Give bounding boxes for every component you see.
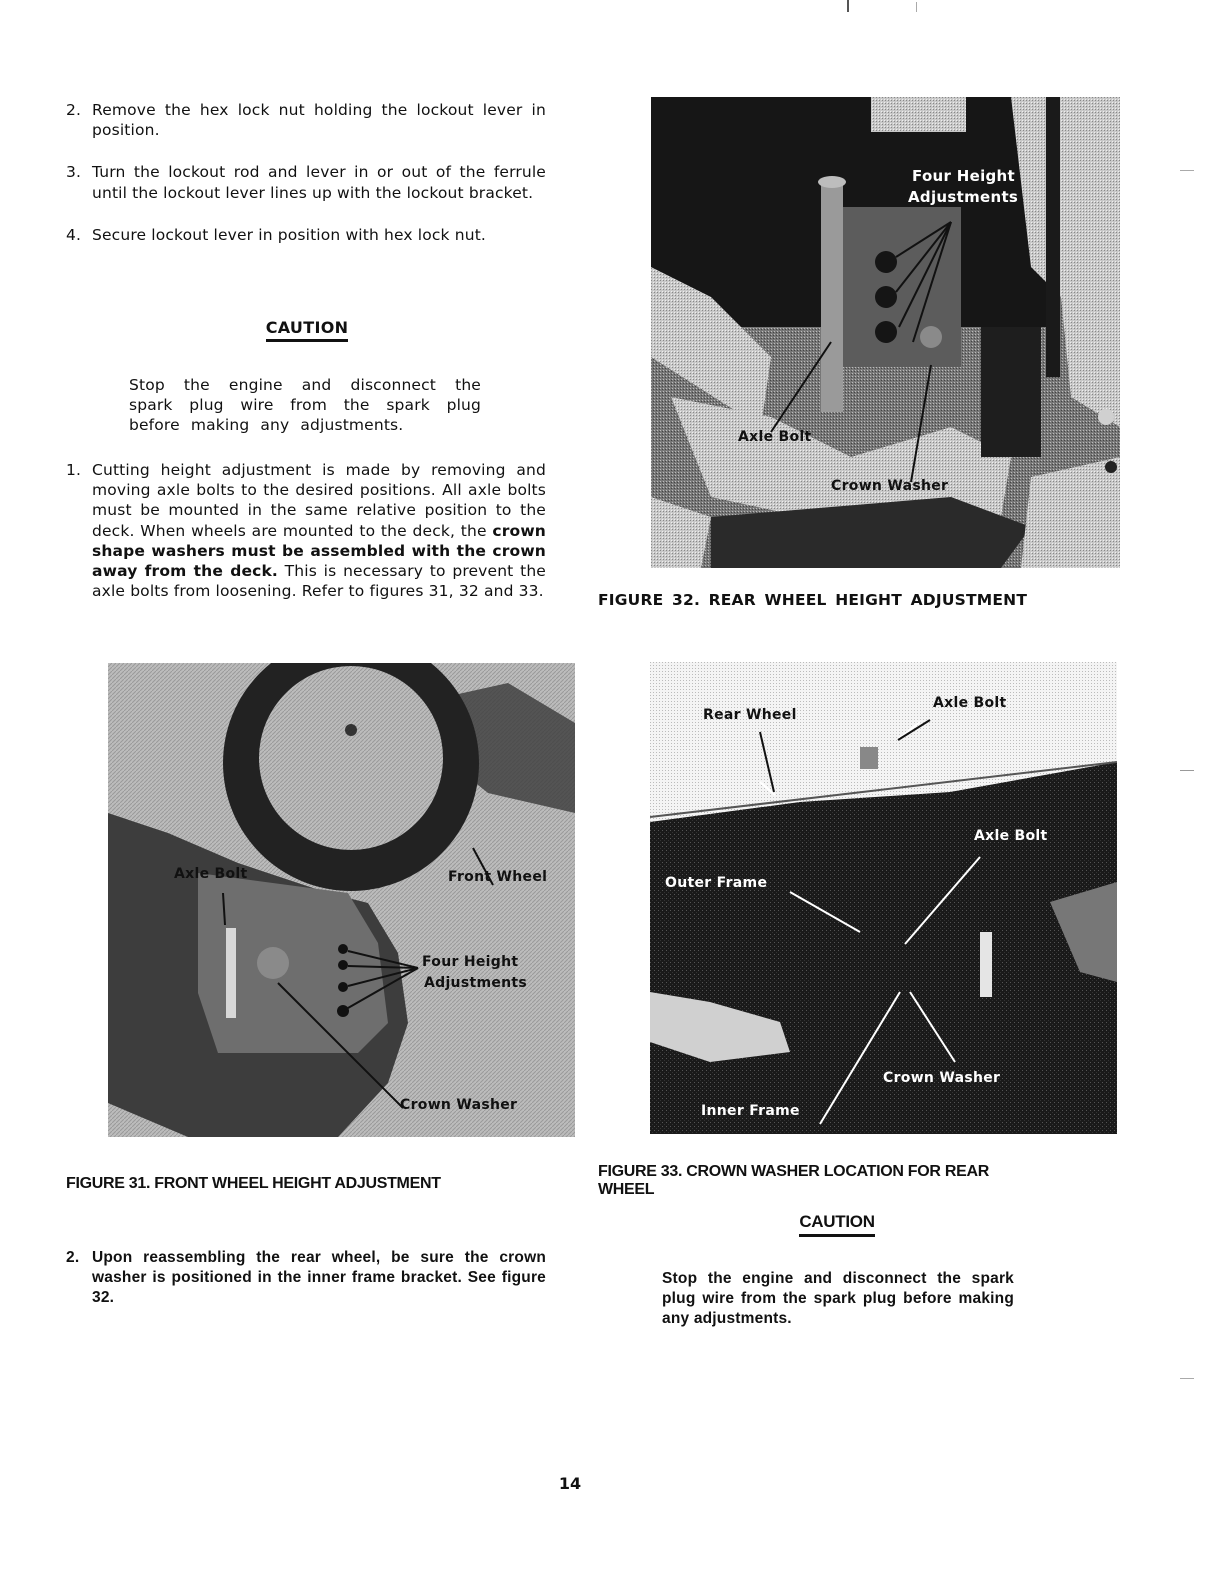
label-crown-washer: Crown Washer (400, 1097, 518, 1113)
step-4-secure-lever (66, 225, 546, 245)
step-text: Upon reassembling the rear wheel, be sure the crown washer is positioned in the inner frame bracket. See figure 32. (92, 1249, 546, 1306)
page-number: 14 (558, 1474, 582, 1493)
label-four-height: Four Height (422, 954, 519, 970)
label-crown-washer: Crown Washer (883, 1070, 1001, 1086)
caution-heading (207, 318, 407, 342)
label-adjustments: Adjustments (424, 975, 528, 991)
label-outer-frame: Outer Frame (665, 875, 768, 891)
step-1-cutting-height (66, 460, 546, 601)
figure-33-caption-line2: WHEEL (598, 1181, 655, 1198)
label-four-height: Four Height (912, 167, 1015, 185)
label-adjustments: Adjustments (908, 188, 1019, 206)
step-text-emphasis: crown shape washers must be assembled with the crown away from the deck. (92, 521, 546, 581)
step-3-turn-rod (66, 162, 546, 202)
label-axle-bolt: Axle Bolt (174, 866, 248, 882)
caution-heading-right (787, 1213, 887, 1237)
rear-wheel-photo-illustration (651, 97, 1120, 568)
step-number: 2. (66, 101, 82, 119)
front-wheel-photo-illustration (108, 663, 575, 1137)
label-inner-frame: Inner Frame (701, 1103, 800, 1119)
caution-title: CAUTION (266, 318, 349, 342)
label-axle-bolt-top: Axle Bolt (933, 695, 1007, 711)
figure-31-caption: FIGURE 31. FRONT WHEEL HEIGHT ADJUSTMENT (66, 1175, 441, 1192)
figure-33-photo (650, 662, 1117, 1134)
label-rear-wheel: Rear Wheel (703, 707, 797, 723)
figure-32-photo (651, 97, 1120, 568)
step-number: 3. (66, 163, 82, 182)
step-number: 2. (66, 1249, 80, 1266)
figure-33-caption-line1: FIGURE 33. CROWN WASHER LOCATION FOR REAR (598, 1163, 989, 1180)
scan-mark (1180, 770, 1194, 771)
caution-text-right: Stop the engine and disconnect the spark plug wire from the spark plug before making any adjustments. (662, 1270, 1014, 1327)
step-number: 4. (66, 225, 82, 244)
step-text: This is necessary to prevent the axle bolts from loosening. Refer to figures 31, 32 and 33. (92, 562, 546, 601)
label-axle-bolt-mid: Axle Bolt (974, 828, 1048, 844)
figure-32-caption: FIGURE 32. REAR WHEEL HEIGHT ADJUSTMENT (598, 591, 1028, 609)
step-text: Secure lockout lever in position with hex lock nut. (92, 225, 487, 244)
step-number: 1. (66, 461, 82, 479)
step-text: Cutting height adjustment is made by removing and moving axle bolts to the desired positions. All axle bolts must be mounted in the same relative position to the deck. When wheels are mounted to the deck, the (92, 461, 546, 540)
caution-title: CAUTION (799, 1213, 874, 1237)
scan-mark (1180, 1378, 1194, 1379)
step-2-reassemble (66, 1248, 546, 1308)
crown-washer-photo-illustration (650, 662, 1117, 1134)
scan-mark (1180, 170, 1194, 171)
label-front-wheel: Front Wheel (448, 869, 548, 885)
label-axle-bolt: Axle Bolt (738, 429, 812, 445)
figure-31-photo (108, 663, 575, 1137)
scan-mark (847, 0, 849, 12)
label-crown-washer: Crown Washer (831, 478, 949, 494)
caution-text: Stop the engine and disconnect the spark plug wire from the spark plug before making any adjustments. (129, 376, 481, 435)
scan-mark (916, 2, 917, 12)
steps-top (66, 100, 546, 245)
figure-33-caption (598, 1163, 1098, 1199)
step-text: Turn the lockout rod and lever in or out of the ferrule until the lockout lever lines up with the lockout bracket. (92, 163, 546, 202)
step-2-remove-nut (66, 100, 546, 140)
step-text: Remove the hex lock nut holding the lockout lever in position. (92, 101, 546, 140)
